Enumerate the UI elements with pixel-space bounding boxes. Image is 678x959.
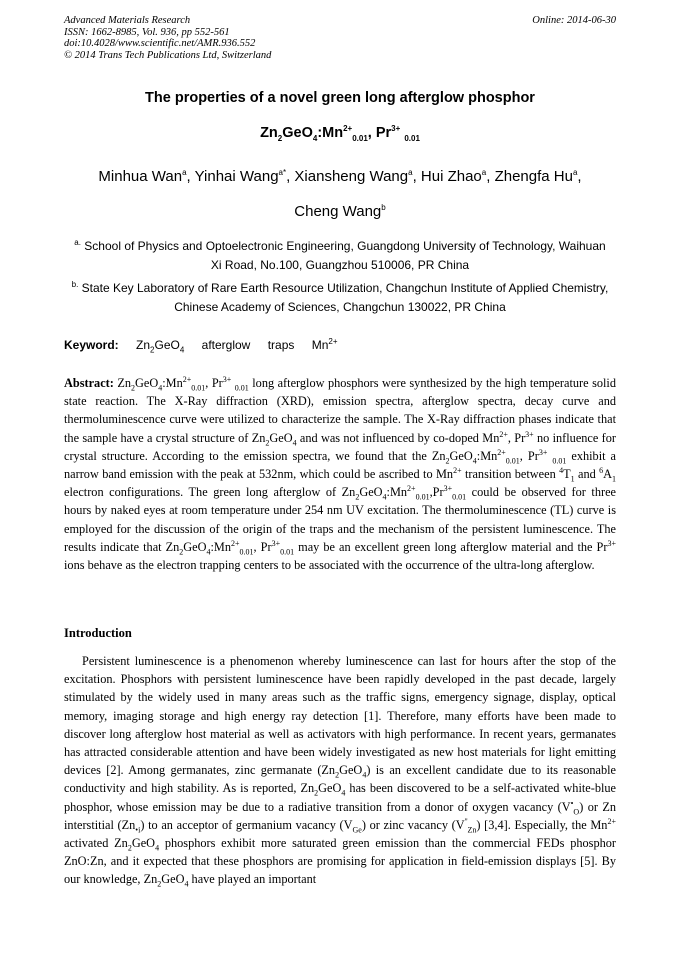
online-date: Online: 2014-06-30 [532,15,616,26]
copyright-line: © 2014 Trans Tech Publications Ltd, Switzerland [64,49,272,61]
journal-header [64,15,616,61]
journal-name: Advanced Materials Research [64,15,191,26]
keywords [64,337,616,355]
abstract-text: $Zn_2GeO_4:Mn^{2+}_{0.01}$, $Pr^{3+}$ $_{0.01}$ long afterglow phosphors were synthesized by the high temperature solid state reaction. The X-Ray diffraction (XRD), emission spectra, afterglow spectra, decay curve and thermoluminescence curve were utilized to characterize the sample. The X-Ray diffraction phases indicate that the sample have a crystal structure of $Zn_2GeO_4$ and was not influenced by co-doped $Mn^{2+}$, $Pr^{3+}$ no influence for crystal structure. According to the emission spectra, we found that the $Zn_2GeO_4:Mn^{2+}_{0.01}$, $Pr^{3+}$ $_{0.01}$ exhibit a narrow band emission with the peak at 532nm, which could be ascribed to $Mn^{2+}$ transition between $^4T_1$ and $^6A_1$ electron configurations. The green long afterglow of $Zn_2GeO_4:Mn^{2+}_{0.01},Pr^{3+}_{0.01}$ could be observed for three hours by naked eyes at room temperature under 254 nm UV excitation. The thermoluminescence (TL) curve is employed for the discussion of the origin of the traps and the mechanism of the persistent luminescence. The results indicate that $Zn_2GeO_4:Mn^{2+}_{0.01}$, $Pr^{3+}_{0.01}$ may be an excellent green long afterglow material and the $Pr^{3+}$ ions behave as the electron trapping centers to be associated with the occurrence of the ultra-long afterglow. [64,374,617,573]
abstract [64,374,616,574]
affiliation-a: $^{a.}$ School of Physics and Optoelectronic Engineering, Guangdong University of Technology, Waihuan Xi Road, No.100, Guangzhou 510006, PR China [74,238,606,272]
issn-line: ISSN: 1662-8985, Vol. 936, pp 552-561 [64,26,230,38]
keyword-term: $Mn^{2+}$ [311,337,338,352]
author-list-continued: Cheng Wang$^b$ [294,203,386,220]
paper-title-formula: $Zn_2GeO_4:Mn^{2+}_{0.01}$, $Pr^{3+}$ $_{0.01}$ [260,124,420,143]
keyword-term: traps [267,338,295,352]
keyword-term: afterglow [201,338,251,352]
introduction-text: Persistent luminescence is a phenomenon whereby luminescence can last for hours after the stop of the excitation. Phosphors with persistent luminescence have been rapidly developed in the past decade, largely stimulated by the widely used in many areas such as the traffic signs, emergency signage, display, optical memory, imaging storage and high energy ray detection [1]. Therefore, many efforts have been made to discover long afterglow host material as well as activators with high performance. In recent years, germanates has attracted considerable attention and have been widely investigated as new host materials for light emitting devices [2]. Among germanates, zinc germanate $(Zn_2GeO_4)$ is an excellent candidate due to its reasonable conductivity and high stability. As is reported, $Zn_2GeO_4$ has been discovered to be a self-activated white-blue phosphor, whose emission may be due to a radiative transition from a donor of oxygen vacancy $(V^•_O)$ or Zn interstitial $(Zn_{•i})$ to an acceptor of germanium vacancy $(V_{Ge})$ or zinc vacancy $(V''_{Zn})$ [3,4]. Especially, the $Mn^{2+}$ activated $Zn_2GeO_4$ phosphors exhibit more saturated green emission than the commercial FEDs phosphor ZnO:Zn, and it expected that these phosphors are promising for application in field-emission displays [5]. By our knowledge, $Zn_2GeO_4$ have played an important [64,654,617,889]
doi-line: doi:10.4028/www.scientific.net/AMR.936.552 [64,38,256,49]
affiliation-b: $^{b.}$ State Key Laboratory of Rare Earth Resource Utilization, Changchun Institute of Applied Chemistry, Chinese Academy of Sciences, Changchun 130022, PR China [71,280,609,314]
introduction-heading: Introduction [64,626,132,640]
paper-title: The properties of a novel green long afterglow phosphor [145,90,535,106]
author-list: Minhua Wan$^a$, Yinhai Wang$^{a*}$, Xiansheng Wang$^a$, Hui Zhao$^a$, Zhengfa Hu$^a$, [98,168,582,185]
keyword-term: $Zn_2GeO_4$ [136,338,185,355]
keyword-label: Keyword: [64,338,119,352]
abstract-label: Abstract: [64,376,114,390]
